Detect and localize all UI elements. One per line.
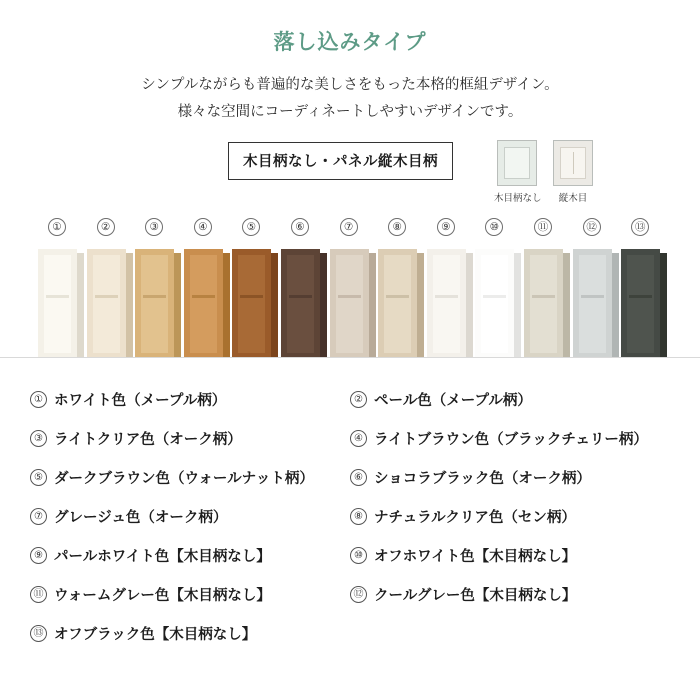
vertical-grain-thumb bbox=[550, 140, 596, 204]
legend-item-label: ペール色（メープル柄） bbox=[374, 392, 532, 409]
swatch-number: ⑧ bbox=[388, 218, 406, 236]
page-title: 落し込みタイプ bbox=[273, 31, 427, 54]
lead-line-1: シンプルながらも普遍的な美しさをもった本格的框組デザイン。 bbox=[141, 77, 559, 93]
door-sample-strip bbox=[0, 240, 700, 358]
legend-item-number: ⑫ bbox=[350, 586, 367, 603]
swatch-number: ③ bbox=[145, 218, 163, 236]
door-sample[interactable] bbox=[573, 249, 619, 357]
door-panel bbox=[44, 255, 71, 353]
legend-item bbox=[30, 614, 350, 653]
legend-item bbox=[30, 536, 350, 575]
legend-item-number: ③ bbox=[30, 430, 47, 447]
door-edge bbox=[514, 253, 521, 357]
swatch-number: ⑨ bbox=[437, 218, 455, 236]
door-sample[interactable] bbox=[378, 249, 424, 357]
door-edge bbox=[271, 253, 278, 357]
swatch-number: ⑫ bbox=[583, 218, 601, 236]
door-edge bbox=[126, 253, 133, 357]
door-panel bbox=[384, 255, 411, 353]
swatch-number: ④ bbox=[194, 218, 212, 236]
door-sample[interactable] bbox=[135, 249, 181, 357]
legend-grid bbox=[30, 380, 670, 653]
legend-item-number: ① bbox=[30, 391, 47, 408]
pattern-thumbnails bbox=[494, 140, 596, 204]
legend-item bbox=[30, 497, 350, 536]
color-legend bbox=[0, 358, 700, 653]
legend-item-label: ウォームグレー色【木目柄なし】 bbox=[54, 587, 271, 604]
door-sample[interactable] bbox=[232, 249, 278, 357]
legend-item-number: ⑦ bbox=[30, 508, 47, 525]
door-sample[interactable] bbox=[38, 249, 84, 357]
pattern-label-row bbox=[0, 140, 700, 216]
door-edge bbox=[466, 253, 473, 357]
vertical-grain-panel bbox=[560, 147, 586, 179]
legend-item-label: オフホワイト色【木目柄なし】 bbox=[374, 548, 577, 565]
legend-item-number: ⑥ bbox=[350, 469, 367, 486]
legend-item-label: ライトクリア色（オーク柄） bbox=[54, 431, 242, 448]
legend-item bbox=[30, 380, 350, 419]
no-grain-thumb bbox=[494, 140, 540, 204]
door-sample[interactable] bbox=[330, 249, 376, 357]
legend-item-number: ⑬ bbox=[30, 625, 47, 642]
door-sample[interactable] bbox=[524, 249, 570, 357]
door-edge bbox=[563, 253, 570, 357]
door-sample[interactable] bbox=[621, 249, 667, 357]
door-panel bbox=[579, 255, 606, 353]
door-seam bbox=[95, 295, 118, 298]
legend-item-label: パールホワイト色【木目柄なし】 bbox=[54, 548, 271, 565]
door-seam bbox=[338, 295, 361, 298]
door-sample[interactable] bbox=[427, 249, 473, 357]
lead-text bbox=[0, 72, 700, 126]
legend-item-label: ライトブラウン色（ブラックチェリー柄） bbox=[374, 431, 648, 448]
door-edge bbox=[223, 253, 230, 357]
legend-item-label: オフブラック色【木目柄なし】 bbox=[54, 626, 257, 643]
door-edge bbox=[612, 253, 619, 357]
legend-item-number: ⑩ bbox=[350, 547, 367, 564]
legend-item-number: ⑪ bbox=[30, 586, 47, 603]
legend-item bbox=[350, 380, 670, 419]
legend-item-number: ② bbox=[350, 391, 367, 408]
door-panel bbox=[238, 255, 265, 353]
legend-item-label: ナチュラルクリア色（セン柄） bbox=[374, 509, 576, 526]
door-edge bbox=[369, 253, 376, 357]
legend-item-label: ダークブラウン色（ウォールナット柄） bbox=[54, 470, 314, 487]
legend-item-number: ④ bbox=[350, 430, 367, 447]
legend-item-label: グレージュ色（オーク柄） bbox=[54, 509, 228, 526]
lead-line-2: 様々な空間にコーディネートしやすいデザインです。 bbox=[177, 103, 523, 120]
legend-item-number: ⑤ bbox=[30, 469, 47, 486]
door-seam bbox=[532, 295, 555, 298]
door-seam bbox=[289, 295, 312, 298]
door-panel bbox=[481, 255, 508, 353]
swatch-number: ⑬ bbox=[631, 218, 649, 236]
door-edge bbox=[660, 253, 667, 357]
door-panel bbox=[287, 255, 314, 353]
door-sample[interactable] bbox=[475, 249, 521, 357]
legend-item-number: ⑨ bbox=[30, 547, 47, 564]
no-grain-swatch bbox=[497, 140, 537, 186]
door-seam bbox=[386, 295, 409, 298]
swatch-number: ⑥ bbox=[291, 218, 309, 236]
door-sample[interactable] bbox=[281, 249, 327, 357]
legend-item bbox=[350, 458, 670, 497]
legend-item bbox=[350, 575, 670, 614]
legend-item bbox=[350, 419, 670, 458]
legend-item-label: クールグレー色【木目柄なし】 bbox=[374, 587, 577, 604]
vertical-grain-caption: 縦木目 bbox=[558, 192, 588, 204]
door-panel bbox=[433, 255, 460, 353]
door-panel bbox=[336, 255, 363, 353]
swatch-number: ⑪ bbox=[534, 218, 552, 236]
legend-item bbox=[350, 536, 670, 575]
swatch-number: ⑦ bbox=[340, 218, 358, 236]
door-seam bbox=[483, 295, 506, 298]
swatch-number: ⑤ bbox=[242, 218, 260, 236]
door-seam bbox=[240, 295, 263, 298]
door-edge bbox=[320, 253, 327, 357]
pattern-box-label: 木目柄なし・パネル縦木目柄 bbox=[228, 142, 453, 180]
door-panel bbox=[190, 255, 217, 353]
legend-item-label: ホワイト色（メープル柄） bbox=[54, 392, 227, 409]
door-panel bbox=[141, 255, 168, 353]
no-grain-caption: 木目柄なし bbox=[494, 192, 542, 204]
legend-item bbox=[30, 419, 350, 458]
door-panel bbox=[93, 255, 120, 353]
swatch-number-row bbox=[0, 218, 700, 240]
vertical-grain-swatch bbox=[553, 140, 593, 186]
door-seam bbox=[629, 295, 652, 298]
door-sample[interactable] bbox=[184, 249, 230, 357]
door-seam bbox=[581, 295, 604, 298]
door-sample[interactable] bbox=[87, 249, 133, 357]
page-header bbox=[0, 0, 700, 126]
swatch-number: ⑩ bbox=[485, 218, 503, 236]
door-seam bbox=[143, 295, 166, 298]
swatch-number: ② bbox=[97, 218, 115, 236]
door-seam bbox=[435, 295, 458, 298]
door-edge bbox=[77, 253, 84, 357]
legend-item-number: ⑧ bbox=[350, 508, 367, 525]
legend-item bbox=[350, 497, 670, 536]
door-panel bbox=[530, 255, 557, 353]
swatch-number: ① bbox=[48, 218, 66, 236]
door-seam bbox=[46, 295, 69, 298]
no-grain-panel bbox=[504, 147, 530, 179]
door-panel bbox=[627, 255, 654, 353]
door-edge bbox=[417, 253, 424, 357]
legend-item bbox=[30, 575, 350, 614]
door-seam bbox=[192, 295, 215, 298]
door-edge bbox=[174, 253, 181, 357]
legend-item-label: ショコラブラック色（オーク柄） bbox=[374, 470, 591, 487]
legend-item bbox=[30, 458, 350, 497]
